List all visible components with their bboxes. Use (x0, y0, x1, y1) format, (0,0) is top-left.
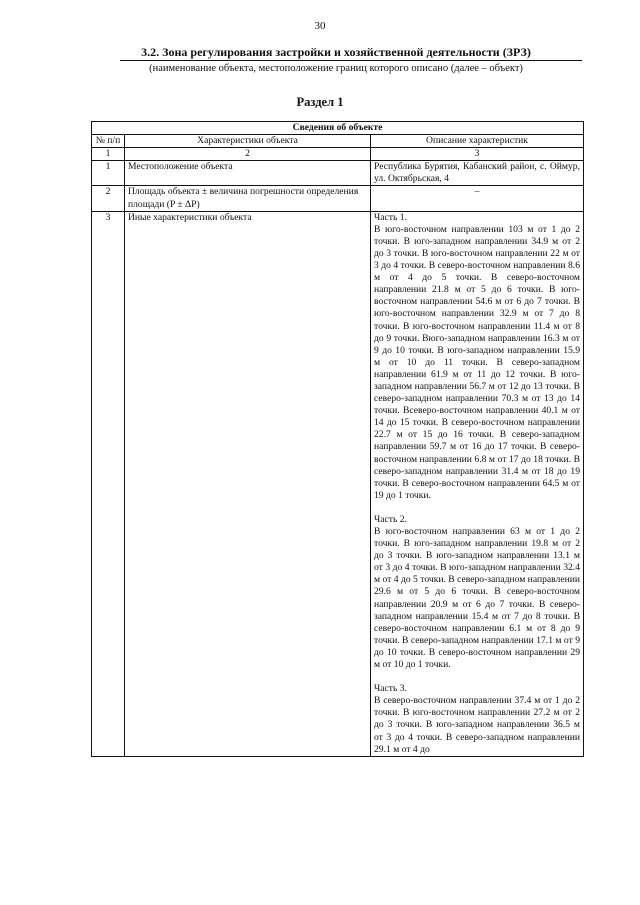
page-number: 30 (314, 20, 326, 32)
column-number-row (92, 148, 584, 161)
row-description: – (371, 186, 584, 211)
boundary-part (374, 514, 580, 671)
header-number: № п/п (92, 135, 125, 148)
column-number-2: 2 (125, 148, 371, 161)
boundary-part (374, 683, 580, 756)
object-info-table-container (91, 121, 583, 757)
table-caption-row (92, 122, 584, 135)
row-description: Республика Бурятия, Кабанский район, с. Оймур, ул. Октябрьская, 4 (371, 161, 584, 186)
title-underline (120, 60, 582, 61)
row-characteristic: Иные характеристики объекта (125, 211, 371, 756)
column-number-3: 3 (371, 148, 584, 161)
part-text: В юго-восточном направлении 103 м от 1 до 2 точки. В юго-западном направлении 34.9 м от 2 до 3 точки. В юго-восточном направлении 22 м от 3 до 4 точки. В северо-восточном направлении 8.6 м от 4 до 5 точки. В северо-восточном направлении 21.8 м от 5 до 6 точки. В юго-восточном направлении 54.6 м от 6 до 7 точки. В юго-восточном направлении 32.9 м от 7 до 8 точки. В юго-восточном направлении 11.4 м от 8 до 9 точки. Вюго-западном направлении 16.3 м от 9 до 10 точки. В юго-западном направлении 15.9 м от 10 до 11 точки. В северо-западном направлении 61.9 м от 11 до 12 точки. В юго-западном направлении 56.7 м от 12 до 13 точки. В северо-западном направлении 70.3 м от 13 до 14 точки. Всеверо-восточном направлении 40.1 м от 14 до 15 точки. В северо-восточном направлении 22.7 м от 15 до 16 точки. В северо-западном направлении 59.7 м от 16 до 17 точки. В северо-восточном направлении 6.8 м от 17 до 18 точки. В северо-западном направлении 31.4 м от 18 до 19 точки. В северо-восточном направлении 64.5 м от 19 до 1 точки. (374, 223, 580, 501)
table-header-row (92, 135, 584, 148)
section-heading: Раздел 1 (296, 95, 344, 109)
row-number: 3 (92, 211, 125, 756)
document-title: 3.2. Зона регулирования застройки и хозяйственной деятельности (ЗРЗ) (141, 45, 531, 59)
table-row (92, 211, 584, 756)
object-info-table (91, 121, 584, 757)
part-title: Часть 2. (374, 513, 407, 525)
part-title: Часть 3. (374, 683, 407, 695)
row-characteristic: Площадь объекта ± величина погрешности определения площади (P ± ΔP) (125, 186, 371, 211)
header-description: Описание характеристик (371, 135, 584, 148)
part-title: Часть 1. (374, 211, 407, 223)
row-characteristic: Местоположение объекта (125, 161, 371, 186)
table-row (92, 161, 584, 186)
part-text: В юго-восточном направлении 63 м от 1 до 2 точки. В юго-западном направлении 19.8 м от 2 до 3 точки. В юго-западном направлении 13.1 м от 3 до 4 точки. В юго-западном направлении 32.4 м от 4 до 5 точки. В северо-западном направлении 29.6 м от 5 до 6 точки. В северо-восточном направлении 20.9 м от 6 до 7 точки. В северо-западном направлении 15.4 м от 7 до 8 точки. В северо-восточном направлении 6.1 м от 8 до 9 точки. В северо-западном направлении 17.1 м от 9 до 10 точки. В северо-восточном направлении 29 м от 10 до 1 точки. (374, 526, 580, 671)
table-caption: Сведения об объекте (92, 122, 584, 135)
column-number-1: 1 (92, 148, 125, 161)
row-description-parts (371, 211, 584, 756)
boundary-part (374, 212, 580, 502)
row-number: 2 (92, 186, 125, 211)
document-subtitle: (наименование объекта, местоположение границ которого описано (далее – объект) (149, 63, 523, 74)
part-text: В северо-восточном направлении 37.4 м от 1 до 2 точки. В юго-восточном направлении 27.2 м от 2 до 3 точки. В юго-западном направлении 36.5 м от 3 до 4 точки. В северо-западном направлении 29.1 м от 4 до (374, 695, 580, 755)
row-number: 1 (92, 161, 125, 186)
table-row (92, 186, 584, 211)
header-characteristic: Характеристики объекта (125, 135, 371, 148)
